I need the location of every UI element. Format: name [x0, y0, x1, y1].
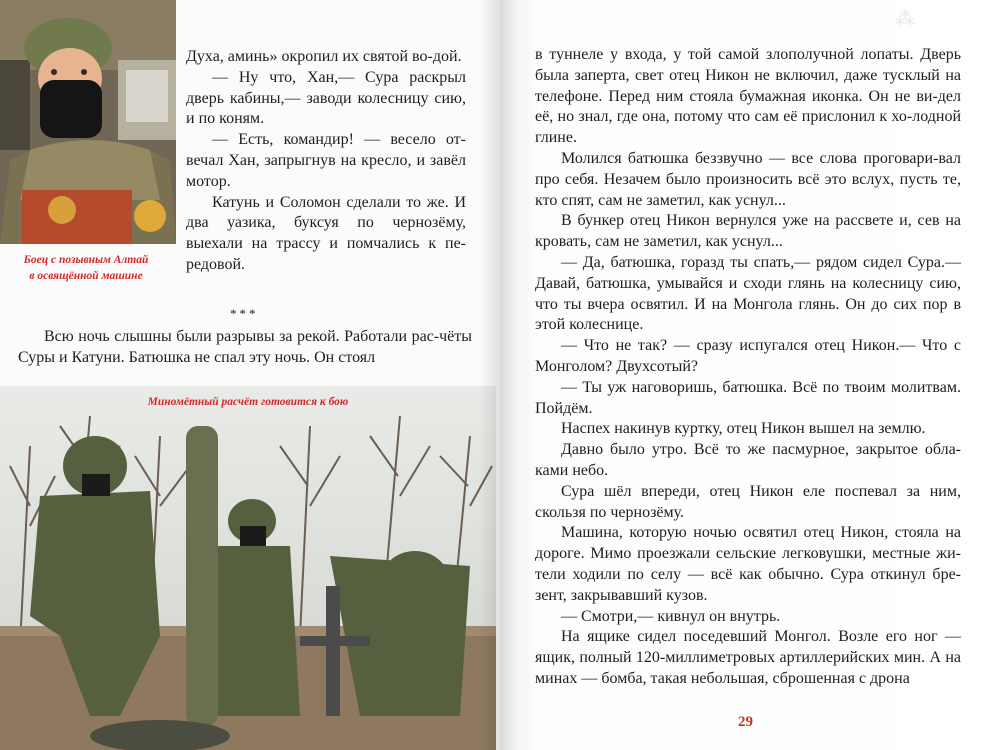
text-left-top [186, 47, 466, 276]
paragraph: в туннеле у входа, у той самой злополучной лопаты. Дверь была заперта, свет отец Никон не включил, даже тусклый на телефоне. Перед ним стояла бумажная иконка. Он не ви-дел её, но знал, где она, потому что сам её прислонил к хо-лодной глине. [535, 46, 961, 147]
soldier-cab-photo [0, 0, 176, 244]
paragraph: Машина, которую ночью освятил отец Никон, стояла на дороге. Мимо проезжали сельские легковушки, местные жи-тели ходили по селу — всё как обычно. Сура откинул бре-зент, закрывавший кузов. [535, 524, 961, 604]
mortar-crew-photo [0, 386, 496, 750]
bleed-through-mark: ⁂ [895, 8, 915, 30]
paragraph: — Ну что, Хан,— Сура раскрыл дверь кабины,— заводи колесницу сию, и по коням. [186, 68, 466, 128]
caption-line: в освящённой машине [29, 270, 143, 282]
paragraph: — Ты уж наговоришь, батюшка. Всё по твоим молитвам. Пойдём. [535, 378, 961, 417]
paragraph: Катунь и Соломон сделали то же. И два уазика, буксуя по чернозёму, выехали на трассу и помчались к пе-редовой. [186, 193, 466, 273]
text-right-column [535, 45, 961, 690]
paragraph: — Что не так? — сразу испугался отец Никон.— Что с Монголом? Двухсотый? [535, 337, 961, 375]
section-separator: *** [230, 306, 259, 321]
paragraph: Всю ночь слышны были разрывы за рекой. Работали рас-чёты Суры и Катуни. Батюшка не спал эту ночь. Он стоял [18, 328, 472, 366]
paragraph: Сура шёл впереди, отец Никон еле поспевал за ним, скользя по чернозёму. [535, 482, 961, 521]
paragraph: Молился батюшка беззвучно — все слова проговари-вал про себя. Незачем было произносить всё это вслух, пусть те, кто спят, сам не заметил, как уснул... [535, 149, 961, 209]
photo-caption-bottom: Миномётный расчёт готовится к бою [147, 396, 349, 408]
paragraph: На ящике сидел поседевший Монгол. Возле его ног — ящик, полный 120-миллиметровых артиллерийских мин. А на минах — бомба, такая небольшая, сброшенная с дрона [535, 628, 961, 687]
paragraph: — Есть, командир! — весело от-вечал Хан, запрыгнув на кресло, и завёл мотор. [186, 131, 466, 190]
caption-line: Боец с позывным Алтай [23, 254, 149, 266]
paragraph: Наспех накинув куртку, отец Никон вышел на землю. [561, 420, 926, 438]
page-number: 29 [738, 714, 753, 730]
book-gutter [478, 0, 500, 750]
text-left-middle [18, 327, 472, 369]
paragraph: — Да, батюшка, горазд ты спать,— рядом сидел Сура.— Давай, батюшка, умывайся и сходи глянь на колесницу сию, что ты вчера освятил. И на Монгола глянь. Он до сих пор в этой колеснице. [535, 253, 961, 334]
paragraph: Давно было утро. Всё то же пасмурное, закрытое обла-ками небо. [535, 441, 961, 479]
paragraph: — Смотри,— кивнул он внутрь. [561, 607, 781, 625]
photo-caption-top [6, 252, 166, 284]
paragraph: Духа, аминь» окропил их святой во-дой. [186, 48, 462, 65]
paragraph: В бункер отец Никон вернулся уже на рассвете и, сев на кровать, сам не заметил, как уснул... [535, 212, 961, 251]
